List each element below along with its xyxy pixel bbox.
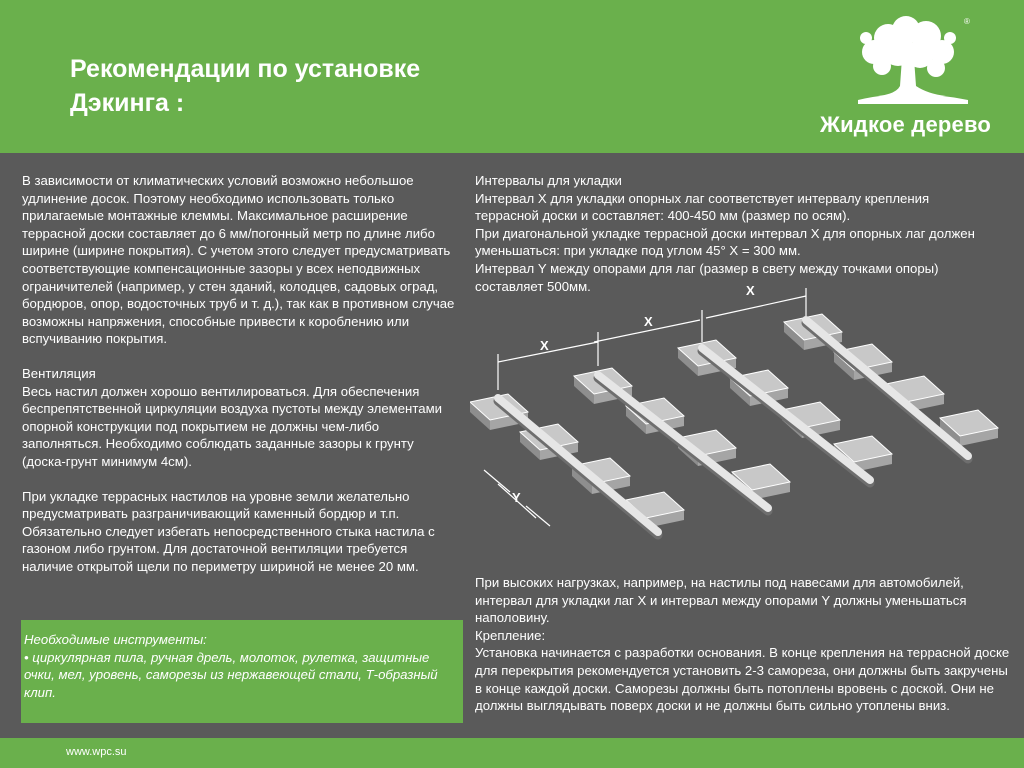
- ventilation-title: Вентиляция: [22, 365, 96, 381]
- ventilation-section: [22, 365, 460, 471]
- footer-bar: [0, 738, 1024, 768]
- border-paragraph: При укладке террасных настилов на уровне земли желательно предусматривать разграничивающий каменный бордюр и т.п. Обязательно следует избегать непосредственного стыка настила с газоном либо грунтом. Для достаточной вентиляции требуется наличие открытой щели по периметру шириной не менее 20 мм.: [22, 488, 435, 574]
- compensation-paragraph: В зависимости от климатических условий возможно небольшое удлинение досок. Поэтому необходимо использовать только прилагаемые монтажные клеммы. Максимальное расширение террасной доски составляет до 6 мм/погонный метр по длине либо ширине (ширине покрытия). С учетом этого следует предусматривать соответствующие компенсационные зазоры у всех неподвижных ограничителей (например, у стен зданий, колодцев, садовых оград, бордюров, опор, водосточных труб и т. д.), так как в противном случае возможны напряжения, способные привести к короблению или вспучиванию покрытия.: [22, 173, 455, 347]
- registered-mark: ®: [964, 17, 970, 26]
- label-y: Y: [512, 490, 521, 505]
- label-x-1: X: [540, 338, 549, 353]
- intervals-diagonal-text: При диагональной укладке террасной доски интервал X для опорных лаг должен уменьшаться: при укладке под углом 45° X = 300 мм.: [475, 225, 975, 259]
- ventilation-text: Весь настил должен хорошо вентилироваться. Для обеспечения беспрепятственной циркуляции воздуха пустоты между элементами опорной конструкции под покрытием не должны чем-либо заполняться. Необходимо соблюдать заданные зазоры к грунту (доска-грунт минимум 4см).: [22, 383, 443, 469]
- intervals-y-text: Интервал Y между опорами для лаг (размер в свету между точками опоры) составляет 500мм.: [475, 260, 939, 294]
- dimension-y-tick: [526, 506, 550, 526]
- intervals-section: [475, 172, 995, 295]
- loads-text: При высоких нагрузках, например, на настилы под навесами для автомобилей, интервал для укладки лаг X и интервал между опорами Y должны уменьшаться наполовину.: [475, 575, 967, 626]
- page-title: [70, 52, 590, 120]
- intervals-title: Интервалы для укладки: [475, 173, 622, 188]
- footer-url: www.wpc.su: [66, 746, 127, 758]
- fixing-text: Установка начинается с разработки основания. В конце крепления на террасной доске для перекрытия рекомендуется установить 2-3 самореза, они должны быть закручены в конце каждой доски. Саморезы должны быть потоплены вровень с доской. Они не должны выглядывать поверх доски и не должны быть сильно утоплены вниз.: [475, 645, 1010, 714]
- label-x-2: X: [644, 314, 653, 329]
- loads-fixing-section: [475, 574, 1015, 715]
- header-bar: [0, 0, 1024, 153]
- title-line-1: Рекомендации по установке: [70, 55, 421, 83]
- joist-layout-diagram: [470, 280, 1010, 570]
- dimension-x-3: [706, 296, 806, 318]
- joists: [498, 320, 968, 535]
- logo-text: Жидкое дерево: [820, 112, 992, 137]
- dimension-y-tick: [484, 470, 510, 492]
- tools-title: Необходимые инструменты:: [24, 632, 207, 647]
- tools-box: [21, 620, 463, 723]
- title-line-2: Дэкинга :: [70, 89, 185, 117]
- intervals-x-text: Интервал X для укладки опорных лаг соответствует интервалу крепления террасной доски и составляет: 400-450 мм (размер по осям).: [475, 190, 930, 224]
- tools-text: • циркулярная пила, ручная дрель, молоток, рулетка, защитные очки, мел, уровень, саморезы из нержавеющей стали, Т-образный клип.: [24, 649, 438, 700]
- fixing-title: Крепление:: [475, 627, 546, 643]
- tree-icon: [818, 8, 1014, 108]
- brand-logo: [818, 8, 1014, 145]
- left-column: [22, 172, 460, 592]
- label-x-3: X: [746, 283, 755, 298]
- joist: [806, 320, 968, 459]
